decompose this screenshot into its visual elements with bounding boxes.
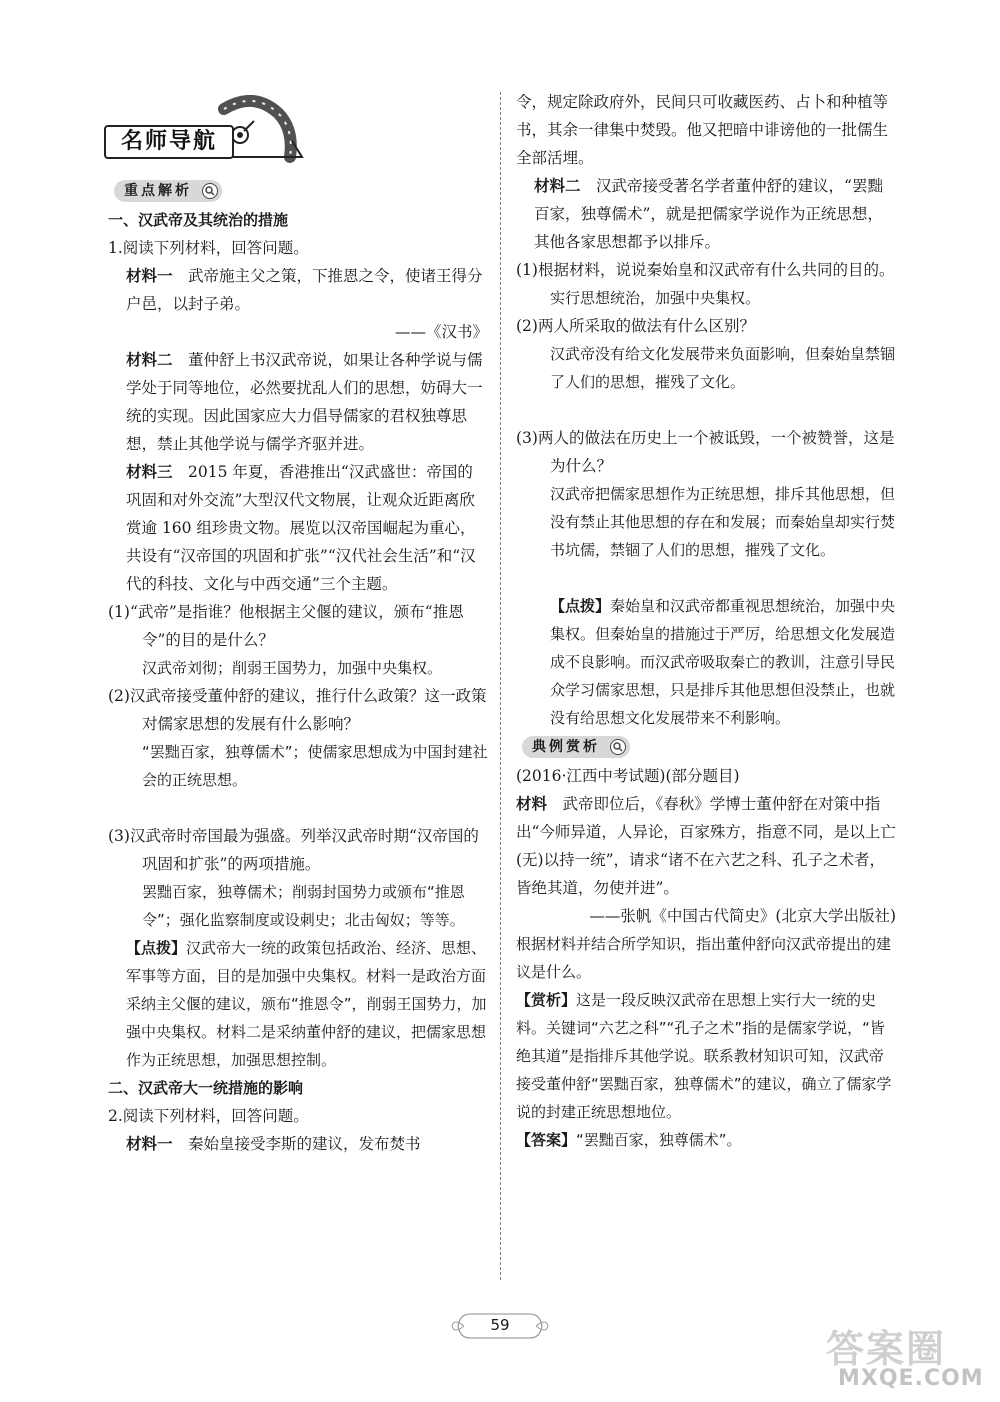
watermark-cn: 答案圈 (826, 1327, 947, 1371)
question-2-2: (2)两人所采取的做法有什么区别？ (516, 317, 755, 335)
answer-2-3: 汉武帝把儒家思想作为正统思想，排斥其他思想，但没有禁止其他思想的存在和发展；而秦始皇却实行焚书坑儒，禁锢了人们的思想，摧残了文化。 (550, 485, 896, 559)
material-1-text: 武帝施主父之策，下推恩之令，使诸王得分户邑，以封子弟。 (126, 267, 483, 313)
note-2-tag: 【点拨】 (550, 597, 611, 615)
example-material-text: 武帝即位后，《春秋》学博士董仲舒在对策中指出“今师异道，人异论，百家殊方，指意不同，是以上亡(无)以持一统”，请求“诸不在六艺之科、孔子之术者，皆绝其道，勿使并进”。 (516, 795, 896, 897)
right-column (516, 88, 896, 1154)
note-2 (516, 592, 896, 732)
question-1-intro: 1.阅读下列材料，回答问题。 (108, 239, 309, 257)
material-5 (516, 172, 896, 256)
answer-1-3: 罢黜百家，独尊儒术；削弱封国势力或颁布“推恩令”；强化监察制度或设刺史；北击匈奴；等等。 (142, 883, 465, 929)
note-2-text: 秦始皇和汉武帝都重视思想统治，加强中央集权。但秦始皇的措施过于严厉，给思想文化发展造成不良影响。而汉武帝吸取秦亡的教训，注意引导民众学习儒家思想，只是排斥其他思想但没禁止，也就没有给思想文化发展带来不利影响。 (550, 597, 896, 727)
answer-1-1: 汉武帝刘彻；削弱王国势力，加强中央集权。 (142, 659, 443, 677)
note-1-text: 汉武帝大一统的政策包括政治、经济、思想、军事等方面，目的是加强中央集权。材料一是政治方面采纳主父偃的建议，颁布“推恩令”，削弱王国势力，加强中央集权。材料二是采纳董仲舒的建议，把儒家思想作为正统思想，加强思想控制。 (126, 939, 487, 1069)
question-2-3: (3)两人的做法在历史上一个被诋毁，一个被赞誉，这是为什么？ (516, 429, 895, 475)
note-1-tag: 【点拨】 (126, 939, 187, 957)
appreciation-tag: 【赏析】 (516, 991, 577, 1009)
section-heading-1: 一、汉武帝及其统治的措施 (108, 211, 289, 229)
material-2-label: 材料二 (126, 350, 173, 369)
column-divider (500, 92, 501, 1280)
page-title: 名师导航 (104, 125, 234, 159)
material-4-label: 材料一 (126, 1134, 173, 1153)
answer-tag: 【答案】 (516, 1131, 577, 1149)
material-4-continued: 令，规定除政府外，民间只可收藏医药、占卜和种植等书，其余一律集中焚毁。他又把暗中诽谤他的一批儒生全部活埋。 (516, 93, 889, 167)
example-citation: ——张帆《中国古代简史》(北京大学出版社) (589, 907, 896, 925)
material-5-text: 汉武帝接受著名学者董仲舒的建议，“罢黜百家，独尊儒术”，就是把儒家学说作为正统思想，其他各家思想都予以排斥。 (534, 177, 883, 251)
left-column (108, 176, 488, 1158)
badge-example (522, 736, 630, 758)
material-3-text: 2015 年夏，香港推出“汉武盛世：帝国的巩固和对外交流”大型汉代文物展，让观众近距离欣赏逾 160 组珍贵文物。展览以汉帝国崛起为重心，共设有“汉帝国的巩固和扩张”“汉代社会生活”和“汉代的科技、文化与中西交通”三个主题。 (126, 463, 476, 593)
answer-1-2: “罢黜百家，独尊儒术”；使儒家思想成为中国封建社会的正统思想。 (142, 743, 488, 789)
material-2 (108, 346, 488, 458)
badge-example-label: 典例赏析 (532, 739, 600, 755)
watermark (808, 1318, 998, 1398)
example-material (516, 790, 896, 902)
question-2-intro: 2.阅读下列材料，回答问题。 (108, 1107, 309, 1125)
example-source: (2016·江西中考试题)(部分题目) (516, 767, 740, 785)
question-1-3: (3)汉武帝时帝国最为强盛。列举汉武帝时期“汉帝国的巩固和扩张”的两项措施。 (108, 827, 479, 873)
material-2-text: 董仲舒上书汉武帝说，如果让各种学说与儒学处于同等地位，必然要扰乱人们的思想，妨碍大一统的实现。因此国家应大力倡导儒家的君权独尊思想，禁止其他学说与儒学齐驱并进。 (126, 351, 483, 453)
example-question: 根据材料并结合所学知识，指出董仲舒向汉武帝提出的建议是什么。 (516, 935, 892, 981)
magnifier-icon (610, 739, 626, 755)
note-1 (108, 934, 488, 1074)
answer-text: “罢黜百家，独尊儒术”。 (576, 1131, 742, 1149)
answer (516, 1126, 896, 1154)
section-header (104, 95, 304, 165)
material-3 (108, 458, 488, 598)
example-material-label: 材料 (516, 794, 548, 813)
material-5-label: 材料二 (534, 176, 581, 195)
watermark-en: MXQE.COM (838, 1366, 984, 1391)
material-1 (108, 262, 488, 318)
question-1-2: (2)汉武帝接受董仲舒的建议，推行什么政策？这一政策对儒家思想的发展有什么影响？ (108, 687, 487, 733)
material-4 (108, 1130, 488, 1158)
question-2-1: (1)根据材料，说说秦始皇和汉武帝有什么共同的目的。 (516, 261, 895, 279)
badge-key-analysis-label: 重点解析 (124, 183, 192, 199)
appreciation (516, 986, 896, 1126)
section-heading-2: 二、汉武帝大一统措施的影响 (108, 1079, 304, 1097)
page-number: 59 (490, 1316, 510, 1334)
answer-2-1: 实行思想统治，加强中央集权。 (550, 289, 761, 307)
badge-key-analysis (114, 180, 222, 202)
magnifier-icon (202, 183, 218, 199)
material-4-text: 秦始皇接受李斯的建议，发布焚书 (188, 1135, 421, 1153)
answer-2-2: 汉武帝没有给文化发展带来负面影响，但秦始皇禁锢了人们的思想，摧残了文化。 (550, 345, 896, 391)
question-1-1: (1)“武帝”是指谁？他根据主父偃的建议，颁布“推恩令”的目的是什么？ (108, 603, 464, 649)
appreciation-text: 这是一段反映汉武帝在思想上实行大一统的史料。关键词“六艺之科”“孔子之术”指的是儒家学说，“皆绝其道”是指排斥其他学说。联系教材知识可知，汉武帝接受董仲舒“罢黜百家，独尊儒术”的建议，确立了儒家学说的封建正统思想地位。 (516, 991, 892, 1121)
material-1-label: 材料一 (126, 266, 173, 285)
material-1-source: ——《汉书》 (394, 323, 488, 341)
material-3-label: 材料三 (126, 462, 173, 481)
